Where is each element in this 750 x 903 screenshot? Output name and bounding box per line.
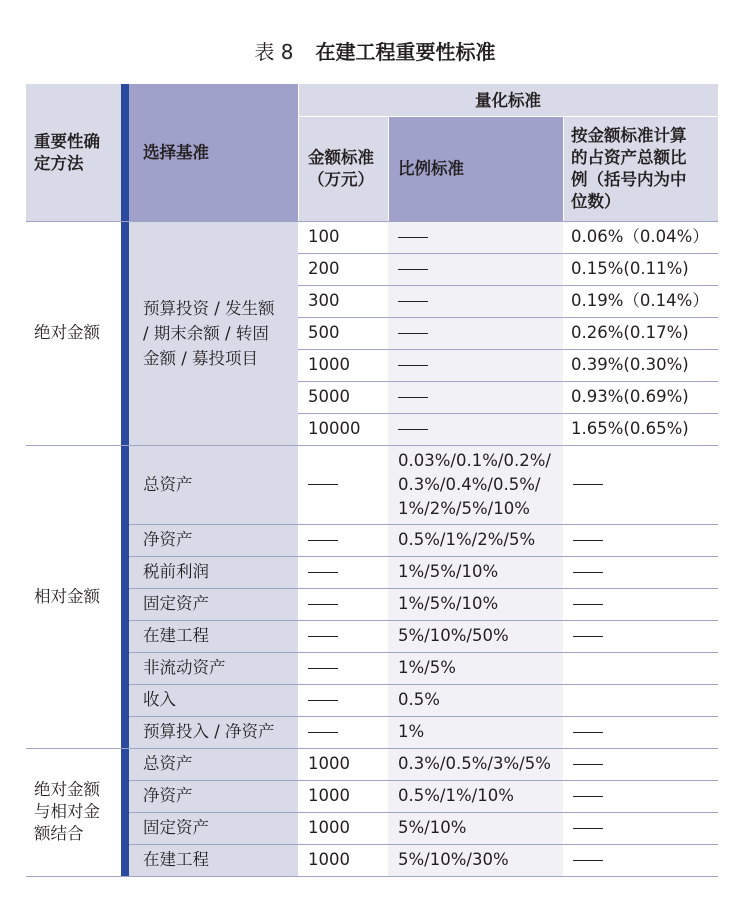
dash [398,397,428,398]
dash [398,429,428,430]
abs-percent-cell: 0.93%(0.69%) [571,387,689,406]
abs-amount-cell: 100 [308,227,340,246]
table-number: 表 8 [254,40,294,64]
blue-bar [121,84,129,876]
rel-ratio-cell: 0.5%/1%/2%/5% [398,530,536,549]
dash [573,828,603,829]
comb-percent-cell [563,812,718,844]
dash [398,301,428,302]
comb-percent-cell [563,748,718,780]
comb-basis-cell: 净资产 [143,786,193,805]
dash [308,700,338,701]
dash [573,484,603,485]
abs-amount-cell: 500 [308,323,340,342]
comb-amount-cell: 1000 [308,850,350,869]
rel-basis-cell: 净资产 [143,530,193,549]
comb-amount-cell: 1000 [308,754,350,773]
abs-percent-cell: 0.19%（0.14%） [571,291,709,310]
header-method: 重要性确 定方法 [34,131,100,173]
header-ratio: 比例标准 [398,159,464,178]
abs-percent-cell: 0.15%(0.11%) [571,259,689,278]
dash [398,237,428,238]
abs-percent-cell: 0.06%（0.04%） [571,227,709,246]
dash [573,796,603,797]
rel-basis-cell: 在建工程 [143,626,209,645]
rel-ratio-cell: 1%/5%/10% [398,594,499,613]
abs-amount-cell: 10000 [308,419,361,438]
rel-basis-cell: 预算投入 / 净资产 [143,722,275,741]
comb-ratio-cell: 5%/10% [398,818,467,837]
rel-amount-cell [298,588,388,620]
abs-ratio-cell [388,349,563,381]
rel-percent-cell [563,716,718,748]
dash [308,484,338,485]
rel-ratio-cell: 0.03%/0.1%/0.2%/ 0.3%/0.4%/0.5%/ 1%/2%/5%/10% [398,450,551,518]
table-title: 在建工程重要性标准 [315,40,496,64]
rel-amount-cell [298,556,388,588]
comb-percent-cell [563,844,718,876]
abs-ratio-cell [388,253,563,285]
dash [398,333,428,334]
rel-amount-cell [298,445,388,524]
abs-ratio-cell [388,413,563,445]
dash [398,365,428,366]
header-basis: 选择基准 [143,142,209,162]
rel-basis-cell: 税前利润 [143,562,209,581]
comb-basis-cell: 总资产 [143,754,193,773]
dash [573,572,603,573]
abs-ratio-cell [388,317,563,349]
header-quant: 量化标准 [475,90,541,110]
rel-amount-cell [298,652,388,684]
rel-amount-cell [298,716,388,748]
dash [573,540,603,541]
abs-percent-cell: 0.26%(0.17%) [571,323,689,342]
dash [308,604,338,605]
abs-amount-cell: 1000 [308,355,350,374]
dash [573,732,603,733]
dash [308,540,338,541]
abs-percent-cell: 1.65%(0.65%) [571,419,689,438]
rel-percent-cell [563,620,718,652]
rel-percent-cell [563,524,718,556]
dash [573,636,603,637]
rel-percent-cell [563,556,718,588]
comb-percent-cell [563,780,718,812]
header-amount: 金额标准 （万元） [308,148,374,189]
comb-basis-cell: 固定资产 [143,818,209,837]
rel-ratio-cell: 5%/10%/50% [398,626,509,645]
abs-percent-cell: 0.39%(0.30%) [571,355,689,374]
absolute-basis: 预算投资 / 发生额 / 期末余额 / 转固 金额 / 募投项目 [143,298,275,368]
group-combined: 绝对金额 与相对金 额结合 [34,780,100,843]
dash [308,732,338,733]
comb-ratio-cell: 0.5%/1%/10% [398,786,514,805]
group-absolute: 绝对金额 [34,323,100,342]
rel-basis-cell: 固定资产 [143,594,209,613]
dash [308,572,338,573]
abs-amount-cell: 5000 [308,387,350,406]
dash [308,636,338,637]
rel-basis-cell: 非流动资产 [143,658,226,677]
abs-ratio-cell [388,221,563,253]
comb-amount-cell: 1000 [308,818,350,837]
rel-ratio-cell: 0.5% [398,690,440,709]
rel-basis-cell: 收入 [143,690,176,709]
comb-basis-cell: 在建工程 [143,850,209,869]
dash [308,668,338,669]
dash [573,764,603,765]
rel-amount-cell [298,684,388,716]
group-relative: 相对金额 [34,586,100,606]
header-percent: 按金额标准计算 的占资产总额比 例（括号内为中 位数） [571,126,687,211]
abs-amount-cell: 300 [308,291,340,310]
abs-amount-cell: 200 [308,259,340,278]
comb-ratio-cell: 0.3%/0.5%/3%/5% [398,754,551,773]
rel-ratio-cell: 1%/5%/10% [398,562,499,581]
comb-amount-cell: 1000 [308,786,350,805]
rel-amount-cell [298,524,388,556]
abs-ratio-cell [388,381,563,413]
rel-percent-cell [563,445,718,524]
rel-amount-cell [298,620,388,652]
abs-ratio-cell [388,285,563,317]
dash [573,604,603,605]
dash [398,269,428,270]
rel-ratio-cell: 1%/5% [398,658,456,677]
rel-basis-cell: 总资产 [143,474,193,494]
rel-ratio-cell: 1% [398,722,425,741]
rule [26,876,718,877]
dash [573,860,603,861]
table-caption [0,36,750,65]
rel-percent-cell [563,588,718,620]
comb-ratio-cell: 5%/10%/30% [398,850,509,869]
